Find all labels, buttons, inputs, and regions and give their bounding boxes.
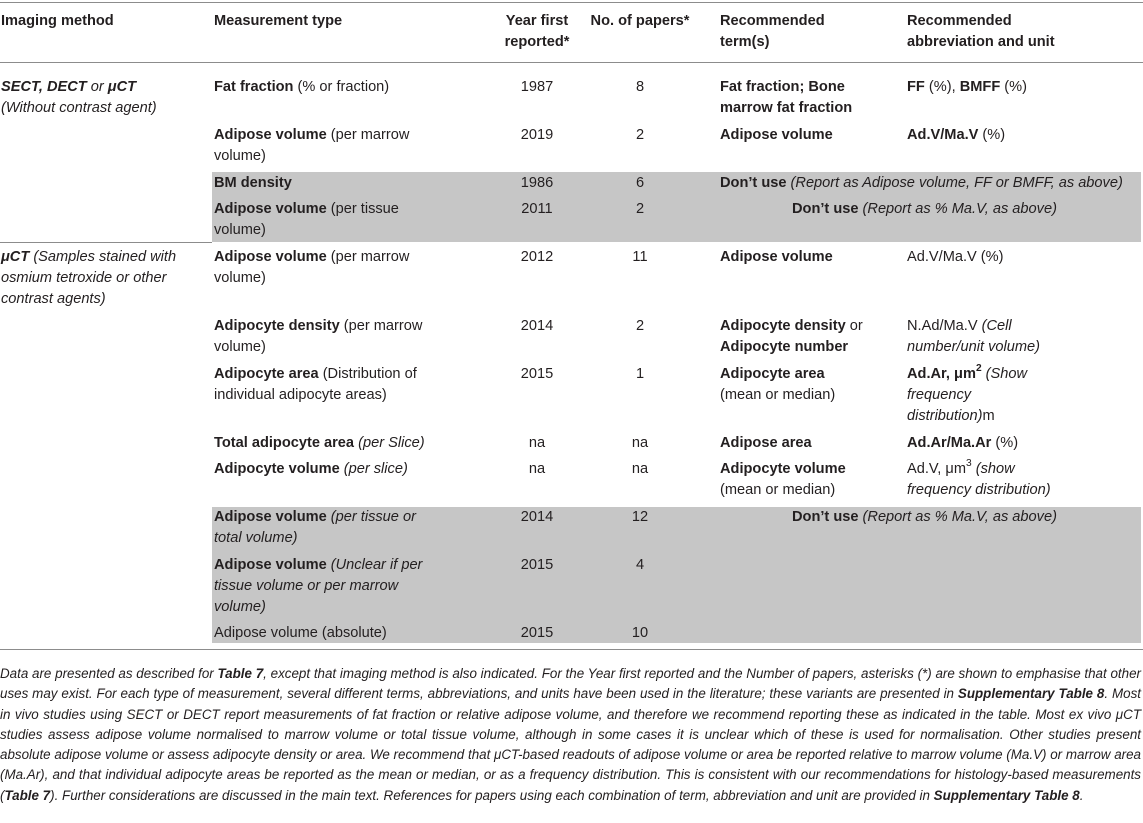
table-row-year: 2015: [520, 625, 554, 641]
table-row-year: 1987: [520, 79, 554, 95]
table-row-year: 2014: [520, 318, 554, 334]
table-row-year: na: [528, 435, 546, 451]
table-row-papers: 2: [635, 318, 645, 334]
header-papers: No. of papers*: [590, 13, 690, 29]
table-top-rule: [0, 2, 1143, 3]
table-row-abbreviation: Ad.V/Ma.V (%): [907, 127, 1006, 143]
dont-use-note: Don’t use (Report as % Ma.V, as above): [792, 509, 1057, 525]
dont-use-note: Don’t use (Report as % Ma.V, as above): [792, 201, 1057, 217]
table-row-measurement: Adipocyte volume (per slice): [214, 461, 408, 477]
table-row-term: Adipocyte volume (mean or median): [720, 461, 846, 498]
table-row-measurement: Adipocyte area (Distribution of individual adipocyte areas): [214, 366, 417, 403]
table-row-papers: 6: [635, 175, 645, 191]
group2-imaging-method: μCT (Samples stained with osmium tetroxide or other contrast agents): [1, 249, 177, 307]
table-row-year: 1986: [520, 175, 554, 191]
caption-ref-supplementary-table-8[interactable]: Supplementary Table 8: [933, 787, 1080, 803]
table-row-term: Adipose volume: [720, 127, 833, 143]
group1-imaging-method: SECT, DECT or μCT (Without contrast agent): [1, 79, 157, 116]
group-rule: [0, 242, 212, 243]
table-row-abbreviation: N.Ad/Ma.V (Cell number/unit volume): [907, 318, 1041, 355]
table-row-papers: 8: [635, 79, 645, 95]
header-measurement-type: Measurement type: [214, 13, 343, 29]
table-row-abbreviation: FF (%), BMFF (%): [907, 79, 1028, 95]
table-row-abbreviation: Ad.Ar/Ma.Ar (%): [907, 435, 1019, 451]
table-row-year: 2019: [520, 127, 554, 143]
table-row-term: Adipocyte density or Adipocyte number: [720, 318, 863, 355]
table-row-papers: 10: [631, 625, 649, 641]
table-row-papers: 4: [635, 557, 645, 573]
dont-use-note: Don’t use (Report as Adipose volume, FF or BMFF, as above): [720, 175, 1123, 191]
table-row-abbreviation: Ad.Ar, $\mu m^2$ (Show frequency distribution)m: [907, 363, 1028, 424]
table-row-year: 2014: [520, 509, 554, 525]
table-row-term: Adipocyte area (mean or median): [720, 366, 836, 403]
table-row-abbreviation: Ad.V, $\mu m^3$ (show frequency distribution): [907, 458, 1051, 498]
table-row-measurement: Adipose volume (per tissue or total volume): [214, 509, 416, 546]
table-row-papers: 1: [635, 366, 645, 382]
table-row-papers: na: [631, 461, 649, 477]
header-imaging-method: Imaging method: [1, 13, 114, 29]
header-rule: [0, 62, 1143, 63]
header-recommended-abbreviation: Recommended abbreviation and unit: [907, 13, 1055, 50]
header-recommended-term: Recommended term(s): [720, 13, 825, 50]
table-row-measurement: Total adipocyte area (per Slice): [214, 435, 425, 451]
table-row-year: na: [528, 461, 546, 477]
table-caption: Data are presented as described for Table 7, except that imaging method is also indicated. For the Year first reported and the Number of papers, asterisks (*) are shown to emphasise that other uses may exist. For each type of measurement, several different terms, abbreviations, and units have been used in the literature; these variants are presented in Supplementary Table 8. Most in vivo studies using SECT or DECT report measurements of fat fraction or relative adipose volume, and therefore we recommend reporting these as indicated in the table. Most ex vivo μCT studies assess adipose volume normalised to marrow volume or total tissue volume, although in some cases it is unclear which of these is used for normalisation. Other studies present absolute adipose volume or assess adipocyte density or area. We recommend that μCT-based readouts of adipose volume or area be reported relative to marrow volume (Ma.V) or marrow area (Ma.Ar), and that individual adipocyte areas be reported as the mean or median, or as a frequency distribution. This is consistent with our recommendations for histology-based measurements (Table 7). Further considerations are discussed in the main text. References for papers using each combination of term, abbreviation and unit are provided in Supplementary Table 8.: [0, 666, 1141, 803]
caption-ref-supplementary-table-8[interactable]: Supplementary Table 8: [957, 686, 1105, 702]
table-row-term: Fat fraction; Bone marrow fat fraction: [720, 79, 853, 116]
table-row-measurement: Adipose volume (absolute): [214, 625, 387, 641]
table-row-papers: 2: [635, 127, 645, 143]
table-row-measurement: Adipose volume (per tissue volume): [214, 201, 399, 238]
table-row-papers: 12: [631, 509, 649, 525]
caption-ref-table-7[interactable]: Table 7: [4, 787, 51, 803]
table-row-papers: 2: [635, 201, 645, 217]
table-row-measurement: Adipose volume (Unclear if per tissue volume or per marrow volume): [214, 557, 423, 615]
table-row-measurement: BM density: [214, 175, 292, 191]
table-row-year: 2011: [521, 201, 553, 217]
table-row-abbreviation: Ad.V/Ma.V (%): [907, 249, 1004, 265]
table-row-year: 2012: [520, 249, 554, 265]
table-row-measurement: Adipocyte density (per marrow volume): [214, 318, 423, 355]
table-row-term: Adipose area: [720, 435, 812, 451]
table-row-measurement: Adipose volume (per marrow volume): [214, 127, 410, 164]
table-row-term: Adipose volume: [720, 249, 833, 265]
header-year: Year first reported*: [504, 13, 570, 50]
table-row-year: 2015: [520, 366, 554, 382]
table-row-papers: na: [631, 435, 649, 451]
table-row-year: 2015: [520, 557, 554, 573]
table-row-papers: 11: [632, 249, 648, 265]
table-row-measurement: Fat fraction (% or fraction): [214, 79, 390, 95]
caption-ref-table-7[interactable]: Table 7: [217, 666, 264, 681]
table-row-measurement: Adipose volume (per marrow volume): [214, 249, 410, 286]
table-bottom-rule: [0, 649, 1143, 650]
